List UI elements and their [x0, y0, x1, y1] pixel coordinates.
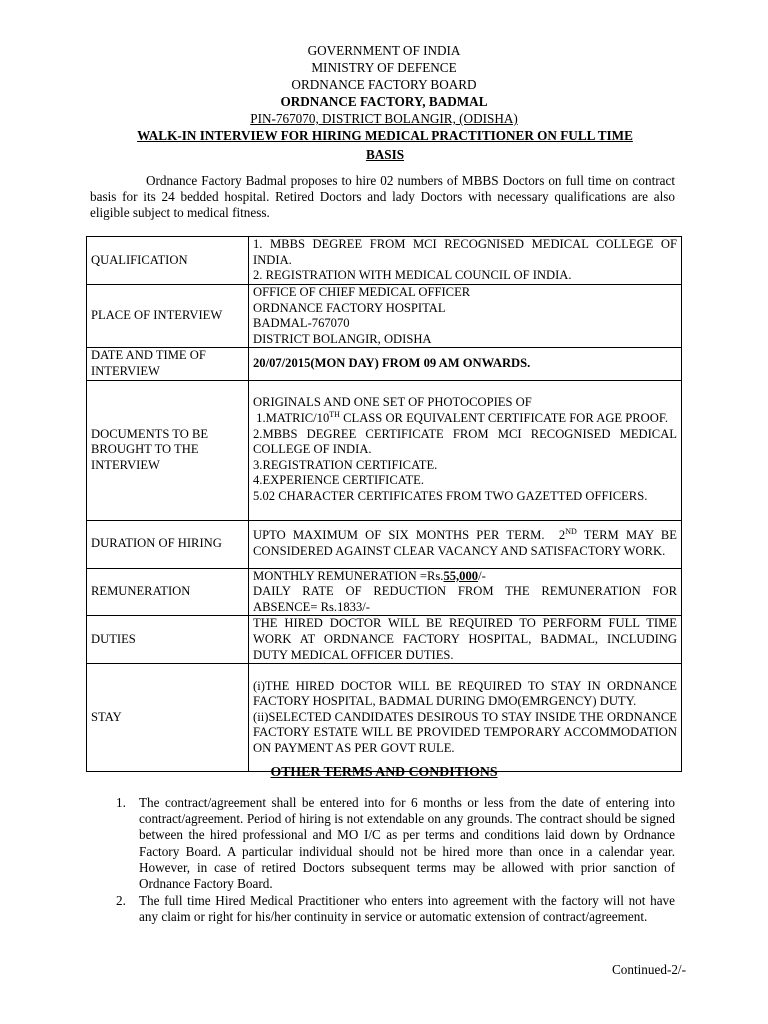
duration-text-b: TERM MAY BE CONSIDERED AGAINST CLEAR VACANCY AND SATISFACTORY WORK.	[253, 528, 677, 559]
value-duration	[249, 520, 682, 568]
stay-item-2: (ii)SELECTED CANDIDATES DESIROUS TO STAY INSIDE THE ORDNANCE FACTORY ESTATE WILL BE PROVIDED TEMPORARY ACCOMMODATION ON PAYMENT AS PER GOVT RULE.	[253, 709, 677, 756]
duration-sup: ND	[565, 527, 577, 537]
label-documents: DOCUMENTS TO BE BROUGHT TO THE INTERVIEW	[87, 380, 249, 520]
label-duties: DUTIES	[87, 616, 249, 664]
term-item	[112, 795, 675, 892]
monthly-remuneration-suffix: /-	[478, 568, 486, 583]
terms-list	[112, 795, 675, 927]
label-place: PLACE OF INTERVIEW	[87, 285, 249, 348]
header-address: PIN-767070, DISTRICT BOLANGIR, (ODISHA)	[250, 111, 518, 126]
monthly-remuneration-label: MONTHLY REMUNERATION =Rs.	[253, 568, 444, 583]
row-place	[87, 285, 682, 348]
intro-paragraph: Ordnance Factory Badmal proposes to hire 02 numbers of MBBS Doctors on full time on contract basis for its 24 bedded hospital. Retired Doctors and lady Doctors with necessary qualifications are also eligible subject to medical fitness.	[90, 173, 675, 220]
documents-item-5: 5.02 CHARACTER CERTIFICATES FROM TWO GAZETTED OFFICERS.	[253, 489, 648, 504]
terms-heading: OTHER TERMS AND CONDITIONS	[270, 764, 498, 779]
duration-text-a: UPTO MAXIMUM OF SIX MONTHS PER TERM. 2	[253, 528, 566, 543]
interview-date: 20/07/2015(MON DAY) FROM 09 AM ONWARDS.	[253, 356, 531, 371]
label-date: DATE AND TIME OF INTERVIEW	[87, 348, 249, 380]
row-qualification	[87, 237, 682, 285]
value-remuneration	[249, 568, 682, 616]
row-duration	[87, 520, 682, 568]
value-stay	[249, 664, 682, 772]
term-text: The full time Hired Medical Practitioner who enters into agreement with the factory will not have any claim or right for his/her continuity in service or automatic extension of contract/agreement.	[139, 893, 675, 925]
documents-item-1-b: CLASS OR EQUIVALENT CERTIFICATE FOR AGE PROOF.	[339, 411, 668, 426]
label-duration: DURATION OF HIRING	[87, 520, 249, 568]
label-qualification: QUALIFICATION	[87, 237, 249, 285]
header-factory: ORDNANCE FACTORY, BADMAL	[280, 94, 488, 109]
place-line-4: DISTRICT BOLANGIR, ODISHA	[253, 331, 432, 346]
term-number: 1.	[116, 795, 126, 810]
header-board: ORDNANCE FACTORY BOARD	[291, 77, 477, 92]
place-line-1: OFFICE OF CHIEF MEDICAL OFFICER	[253, 285, 471, 299]
label-stay: STAY	[87, 664, 249, 772]
details-table	[86, 236, 682, 772]
documents-item-1-sup: TH	[329, 409, 340, 419]
row-duties	[87, 616, 682, 664]
term-text: The contract/agreement shall be entered into for 6 months or less from the date of entering into contract/agreement. Period of hiring is not extendable on any grounds. The contract should be signed between the hired professional and MO I/C as per terms and conditions laid down by Ordnance Factory Board. A particular individual should not be hired more than once in a calendar year. However, in case of retired Doctors subsequent terms may be allowed with prior sanction of Ordnance Factory Board.	[139, 795, 675, 892]
value-qualification	[249, 237, 682, 285]
daily-reduction: DAILY RATE OF REDUCTION FROM THE REMUNERATION FOR ABSENCE= Rs.1833/-	[253, 584, 677, 614]
value-duties: THE HIRED DOCTOR WILL BE REQUIRED TO PERFORM FULL TIME WORK AT ORDNANCE FACTORY HOSPITAL, BADMAL, INCLUDING DUTY MEDICAL OFFICER DUTIES.	[249, 616, 682, 664]
qualification-item-1: 1. MBBS DEGREE FROM MCI RECOGNISED MEDICAL COLLEGE OF INDIA.	[253, 237, 677, 267]
qualification-item-2: 2. REGISTRATION WITH MEDICAL COUNCIL OF INDIA.	[253, 268, 572, 283]
value-place	[249, 285, 682, 348]
documents-item-1	[253, 411, 677, 427]
documents-intro: ORIGINALS AND ONE SET OF PHOTOCOPIES OF	[253, 395, 532, 410]
row-documents	[87, 380, 682, 520]
notice-title-line1: WALK-IN INTERVIEW FOR HIRING MEDICAL PRACTITIONER ON FULL TIME	[137, 128, 633, 143]
notice-title-line2: BASIS	[365, 147, 405, 162]
row-stay	[87, 664, 682, 772]
monthly-remuneration-amount: 55,000	[443, 568, 479, 583]
documents-item-1-a: 1.MATRIC/10	[253, 411, 330, 426]
label-remuneration: REMUNERATION	[87, 568, 249, 616]
stay-item-1: (i)THE HIRED DOCTOR WILL BE REQUIRED TO STAY IN ORDNANCE FACTORY HOSPITAL, BADMAL DURING DMO(EMRGENCY) DUTY.	[253, 678, 677, 709]
documents-item-2: 2.MBBS DEGREE CERTIFICATE FROM MCI RECOGNISED MEDICAL COLLEGE OF INDIA.	[253, 426, 677, 457]
value-documents	[249, 380, 682, 520]
term-item	[112, 893, 675, 925]
monthly-remuneration	[253, 569, 677, 585]
header-government: GOVERNMENT OF INDIA	[307, 43, 461, 58]
row-remuneration	[87, 568, 682, 616]
value-date	[249, 348, 682, 380]
documents-item-4: 4.EXPERIENCE CERTIFICATE.	[253, 473, 425, 488]
header-ministry: MINISTRY OF DEFENCE	[311, 60, 457, 75]
place-line-2: ORDNANCE FACTORY HOSPITAL	[253, 300, 446, 315]
row-date	[87, 348, 682, 380]
continued-marker: Continued-2/-	[612, 962, 686, 977]
notice-title	[90, 127, 680, 163]
term-number: 2.	[116, 893, 126, 909]
documents-item-3: 3.REGISTRATION CERTIFICATE.	[253, 457, 438, 472]
place-line-3: BADMAL-767070	[253, 316, 350, 331]
